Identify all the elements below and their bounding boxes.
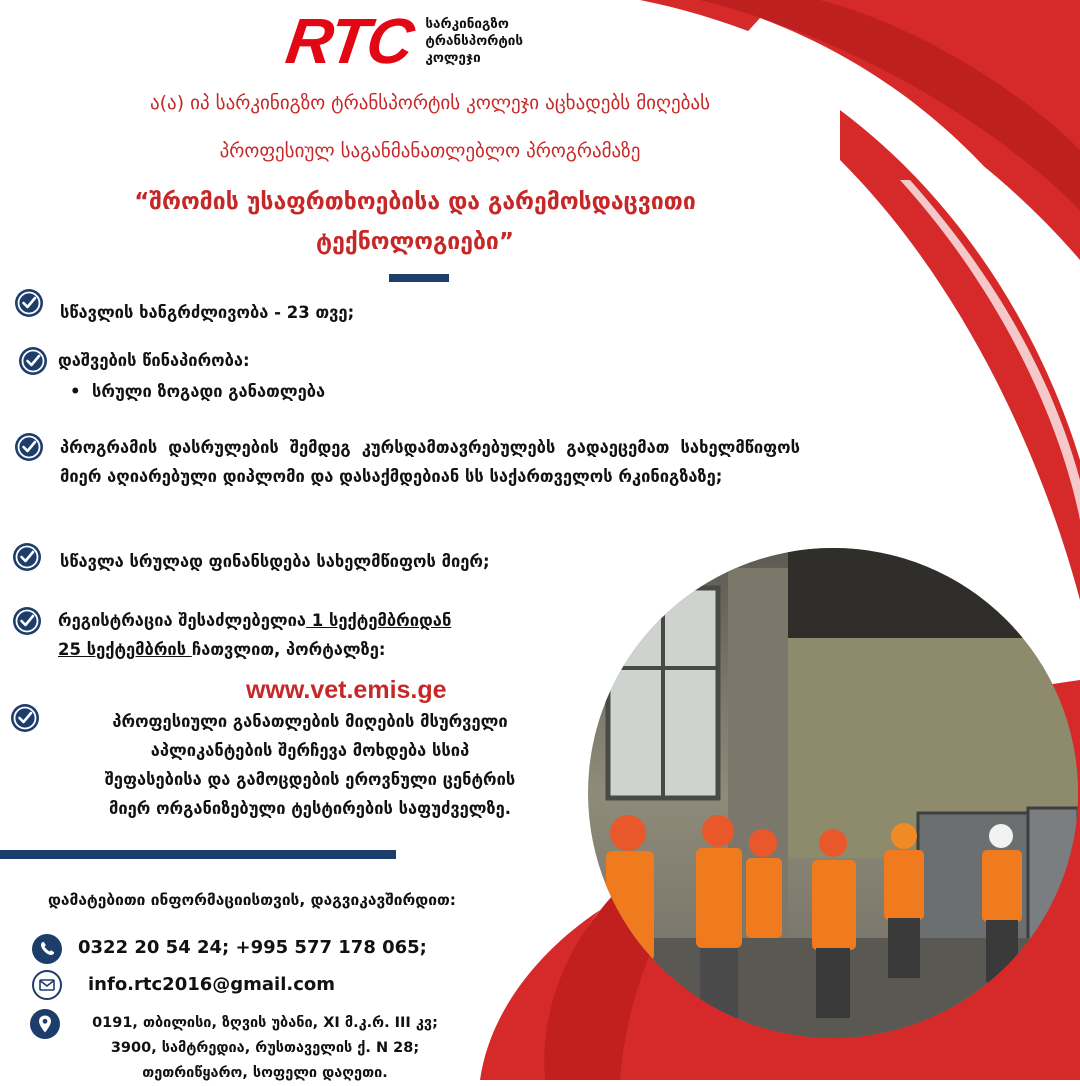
check-circle-icon — [12, 606, 42, 636]
registration-text — [58, 606, 598, 664]
contact-intro: დამატებითი ინფორმაციისთვის, დაგვიკავშირდით: — [48, 891, 456, 909]
check-circle-icon — [10, 703, 40, 733]
selection-line: შეფასებისა და გამოცდების ეროვნული ცენტრის — [104, 770, 516, 789]
duration-text: სწავლის ხანგრძლივობა - 23 თვე; — [60, 303, 355, 322]
college-logo — [281, 5, 524, 77]
selection-line: მიერ ორგანიზებული ტესტირების საფუძველზე. — [108, 799, 512, 818]
registration-suffix: ჩათვლით, პორტალზე: — [191, 640, 386, 659]
prerequisite-bullet-text: სრული ზოგადი განათლება — [92, 382, 326, 401]
address-line: 0191, თბილისი, ზღვის უბანი, XI მ.კ.რ. III კვ; — [92, 1015, 438, 1031]
location-pin-icon — [30, 1009, 60, 1039]
prerequisite-title: დაშვების წინაპირობა: — [58, 351, 250, 370]
portal-link[interactable]: www.vet.emis.ge — [246, 676, 447, 704]
registration-end-date: 25 სექტემბრის — [58, 640, 192, 659]
selection-line: აპლიკანტების შერჩევა მოხდება სსიპ — [150, 741, 470, 760]
phone-numbers: 0322 20 54 24; +995 577 178 065; — [78, 937, 427, 958]
check-circle-icon — [18, 346, 48, 376]
program-title-line: “შრომის უსაფრთხოებისა და გარემოსდაცვითი — [134, 189, 696, 215]
address-line: თეთრიწყარო, სოფელი დაღეთი. — [142, 1065, 388, 1081]
selection-line: პროფესიული განათლების მიღების მსურველი — [112, 712, 508, 731]
email-address[interactable]: info.rtc2016@gmail.com — [88, 974, 336, 995]
logo-subtitle — [425, 16, 523, 67]
address-line: 3900, სამტრედია, რუსთაველის ქ. N 28; — [110, 1040, 420, 1056]
diploma-text: პროგრამის დასრულების შემდეგ კურსდამთავრებულებს გადაეცემათ სახელმწიფოს მიერ აღიარებული დიპლომი და დასაქმდებიან სს საქართველოს რკინიგზაზე; — [60, 438, 800, 486]
bottom-divider — [0, 850, 396, 859]
logo-line: სარკინიგზო — [425, 15, 509, 32]
bullet-dot: • — [70, 382, 93, 401]
check-circle-icon — [14, 288, 44, 318]
selection-text — [40, 707, 580, 823]
announcement-line-2: პროფესიულ საგანმანათლებლო პროგრამაზე — [219, 140, 641, 162]
logo-line: კოლეჯი — [425, 49, 481, 66]
phone-icon — [32, 934, 62, 964]
announcement-line-1: ა(ა) იპ სარკინიგზო ტრანსპორტის კოლეჯი აცხადებს მიღებას — [149, 92, 711, 114]
program-title — [0, 182, 830, 262]
prerequisite-bullet — [70, 377, 325, 406]
funding-text: სწავლა სრულად ფინანსდება სახელმწიფოს მიერ; — [60, 552, 490, 571]
address-block — [60, 1011, 470, 1086]
program-title-line: ტექნოლოგიები” — [315, 229, 515, 255]
logo-line: ტრანსპორტის — [425, 32, 524, 49]
divider — [389, 274, 449, 282]
registration-prefix: რეგისტრაცია შესაძლებელია — [58, 611, 307, 630]
check-circle-icon — [12, 542, 42, 572]
logo-brand: RTC — [281, 5, 417, 77]
check-circle-icon — [14, 432, 44, 462]
envelope-icon — [32, 970, 62, 1000]
registration-start-date: 1 სექტემბრიდან — [306, 611, 452, 630]
